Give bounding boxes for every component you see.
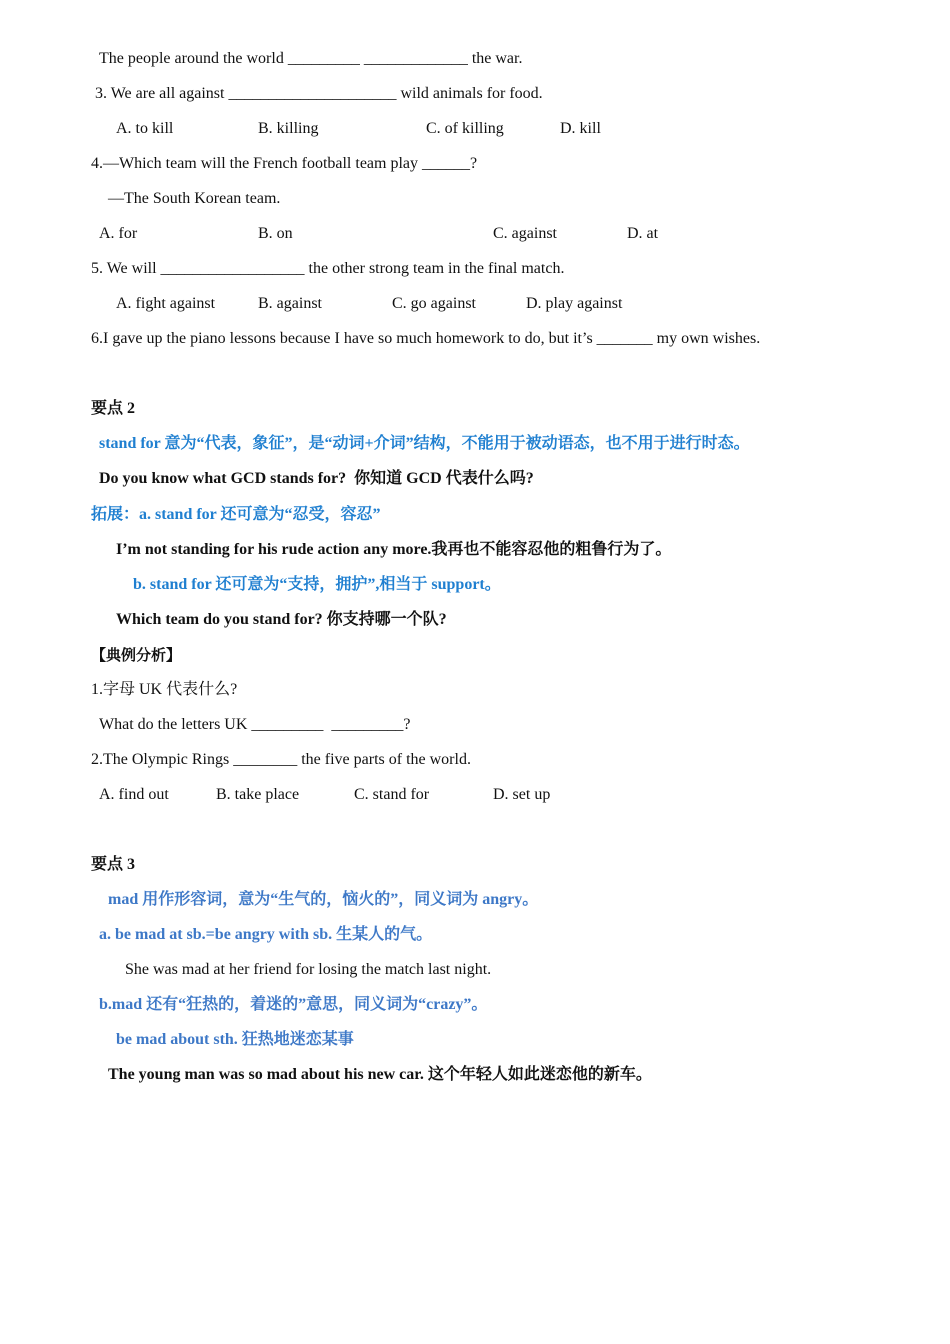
q2-option-d: D. set up (493, 786, 551, 803)
q5-option-b: B. against (258, 295, 322, 312)
question-6: 6.I gave up the piano lessons because I have so much homework to do, but it’s _______ my own wishes. (91, 330, 761, 347)
point-3-heading: 要点 3 (91, 856, 136, 873)
point-3-rule: mad 用作形容词，意为“生气的，恼火的”，同义词为 angry。 (108, 891, 539, 908)
point-3-b-example: The young man was so mad about his new car. 这个年轻人如此迷恋他的新车。 (108, 1066, 652, 1083)
q3-option-c: C. of killing (426, 120, 504, 137)
extension-a: 拓展：a. stand for 还可意为“忍受，容忍” (91, 506, 381, 523)
q5-option-d: D. play against (526, 295, 623, 312)
extension-b-example: Which team do you stand for? 你支持哪一个队? (116, 611, 447, 628)
q2-option-c: C. stand for (354, 786, 430, 803)
q5-option-a: A. fight against (116, 295, 216, 312)
q4-option-d: D. at (627, 225, 659, 242)
point-3-a-example: She was mad at her friend for losing the match last night. (125, 961, 492, 978)
extension-a-example: I’m not standing for his rude action any more.我再也不能容忍他的粗鲁行为了。 (116, 541, 672, 558)
analysis-question-1: 1.字母 UK 代表什么? (91, 681, 238, 698)
q2-option-b: B. take place (216, 786, 300, 803)
point-2-example: Do you know what GCD stands for? 你知道 GCD 代表什么吗? (99, 470, 534, 487)
q4-option-c: C. against (493, 225, 557, 242)
analysis-title: 【典例分析】 (91, 646, 182, 664)
sentence-line: The people around the world _________ _____________ the war. (99, 50, 523, 67)
q5-option-c: C. go against (392, 295, 476, 312)
point-2-rule: stand for 意为“代表，象征”，是“动词+介词”结构，不能用于被动语态，也不用于进行时态。 (99, 435, 750, 452)
question-3: 3. We are all against _____________________ wild animals for food. (95, 85, 543, 102)
analysis-question-1-fill: What do the letters UK _________ _________? (99, 716, 411, 733)
point-3-b-phrase: be mad about sth. 狂热地迷恋某事 (116, 1031, 354, 1048)
q3-option-d: D. kill (560, 120, 601, 137)
q3-option-a: A. to kill (116, 120, 174, 137)
q3-option-b: B. killing (258, 120, 319, 137)
q2-option-a: A. find out (99, 786, 169, 803)
point-3-b: b.mad 还有“狂热的，着迷的”意思，同义词为“crazy”。 (99, 996, 488, 1013)
q4-option-a: A. for (99, 225, 138, 242)
question-4: 4.—Which team will the French football team play ______? (91, 155, 478, 172)
question-5: 5. We will __________________ the other strong team in the final match. (91, 260, 565, 277)
q4-option-b: B. on (258, 225, 293, 242)
point-3-a: a. be mad at sb.=be angry with sb. 生某人的气。 (99, 926, 433, 943)
extension-b: b. stand for 还可意为“支持，拥护”,相当于 support。 (133, 576, 501, 593)
point-2-heading: 要点 2 (91, 400, 136, 417)
question-4-reply: —The South Korean team. (108, 190, 281, 207)
analysis-question-2: 2.The Olympic Rings ________ the five parts of the world. (91, 751, 471, 768)
